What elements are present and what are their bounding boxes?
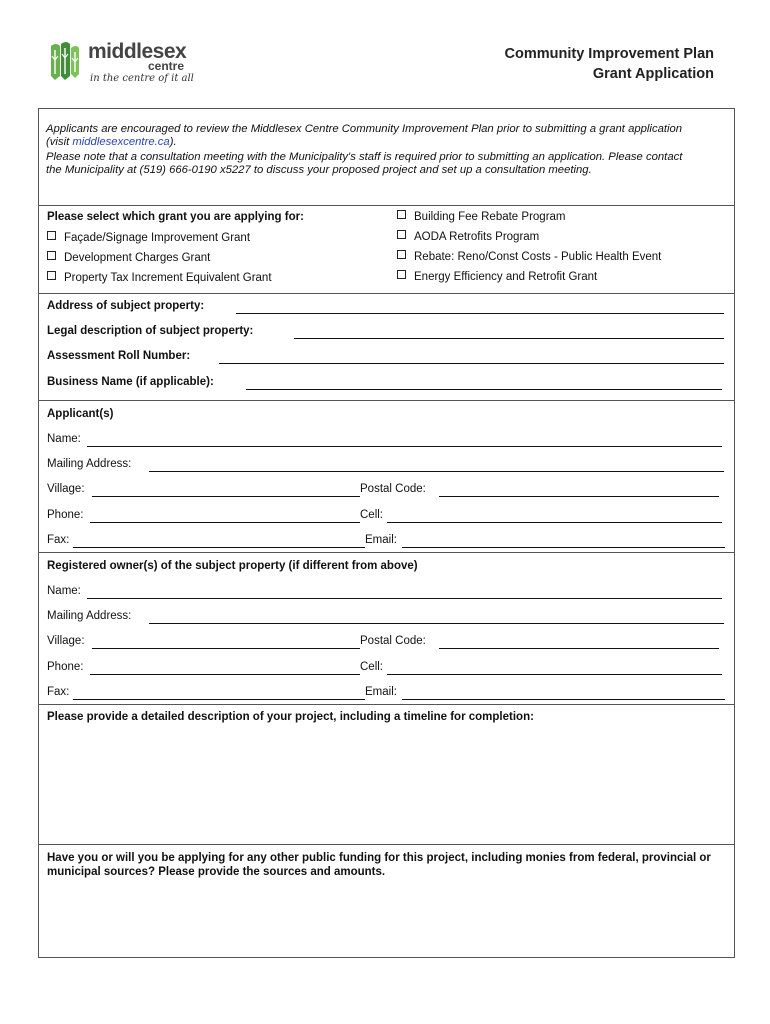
other-funding-prompt: Have you or will you be applying for any other public funding for this project, including monies from federal, provincial or municipal sources? Please provide the sources and amounts. bbox=[47, 852, 711, 878]
business-name-field[interactable] bbox=[246, 389, 722, 390]
applicant-email-label: Email: bbox=[365, 534, 397, 546]
owner-fax-field[interactable] bbox=[73, 699, 365, 700]
owner-phone-label: Phone: bbox=[47, 661, 84, 673]
applicant-section bbox=[39, 401, 734, 553]
applicant-fax-field[interactable] bbox=[73, 547, 365, 548]
applicant-email-field[interactable] bbox=[402, 547, 725, 548]
application-form bbox=[38, 108, 735, 958]
grant-option-rebate-reno[interactable]: Rebate: Reno/Const Costs - Public Health Event bbox=[397, 250, 661, 263]
logo-tagline: in the centre of it all bbox=[90, 73, 194, 84]
checkbox-icon[interactable] bbox=[397, 230, 406, 239]
address-label: Address of subject property: bbox=[47, 300, 205, 312]
grant-option-aoda[interactable]: AODA Retrofits Program bbox=[397, 230, 539, 243]
owner-section bbox=[39, 553, 734, 705]
applicant-village-label: Village: bbox=[47, 483, 85, 495]
owner-village-label: Village: bbox=[47, 635, 85, 647]
roll-number-label: Assessment Roll Number: bbox=[47, 350, 191, 362]
owner-cell-label: Cell: bbox=[360, 661, 384, 673]
owner-cell-field[interactable] bbox=[387, 674, 722, 675]
intro-paragraph-2: Please note that a consultation meeting with the Municipality's staff is required prior to submitting an application. Please contact the Municipality at (519) 666-0190 x5227 to discuss your proposed project and set up a consultation meeting. bbox=[46, 151, 683, 176]
owner-mailing-field[interactable] bbox=[149, 623, 724, 624]
applicant-village-field[interactable] bbox=[92, 496, 360, 497]
logo-wordmark: middlesex bbox=[88, 40, 187, 63]
owner-name-label: Name: bbox=[47, 585, 81, 597]
checkbox-icon[interactable] bbox=[397, 270, 406, 279]
website-link[interactable]: middlesexcentre.ca bbox=[72, 136, 170, 148]
owner-village-field[interactable] bbox=[92, 648, 360, 649]
owner-fax-label: Fax: bbox=[47, 686, 70, 698]
owner-email-label: Email: bbox=[365, 686, 397, 698]
intro-section bbox=[39, 109, 734, 206]
address-field[interactable] bbox=[236, 313, 724, 314]
project-description-prompt: Please provide a detailed description of your project, including a timeline for completion: bbox=[47, 711, 534, 723]
wheat-logo-icon bbox=[46, 40, 82, 82]
checkbox-icon[interactable] bbox=[47, 231, 56, 240]
applicant-heading: Applicant(s) bbox=[47, 408, 114, 420]
applicant-postal-field[interactable] bbox=[439, 496, 719, 497]
owner-phone-field[interactable] bbox=[90, 674, 360, 675]
grant-heading: Please select which grant you are applying for: bbox=[47, 211, 304, 223]
logo-wordmark-sub: centre bbox=[148, 59, 185, 73]
checkbox-icon[interactable] bbox=[397, 210, 406, 219]
applicant-name-label: Name: bbox=[47, 433, 81, 445]
title-line-1: Community Improvement Plan bbox=[504, 46, 714, 62]
form-title bbox=[505, 44, 714, 84]
owner-postal-field[interactable] bbox=[439, 648, 719, 649]
title-line-2: Grant Application bbox=[592, 66, 714, 82]
owner-name-field[interactable] bbox=[87, 598, 722, 599]
grant-option-energy[interactable]: Energy Efficiency and Retrofit Grant bbox=[397, 270, 597, 283]
intro-paragraph-1: Applicants are encouraged to review the Middlesex Centre Community Improvement Plan prior to submitting a grant application (visit middlesexcentre.ca). bbox=[46, 123, 683, 148]
grant-option-facade[interactable]: Façade/Signage Improvement Grant bbox=[47, 231, 250, 244]
applicant-mailing-label: Mailing Address: bbox=[47, 458, 132, 470]
project-description-section[interactable] bbox=[39, 705, 734, 845]
legal-description-label: Legal description of subject property: bbox=[47, 325, 254, 337]
middlesex-centre-logo bbox=[46, 40, 206, 86]
business-name-label: Business Name (if applicable): bbox=[47, 376, 214, 388]
owner-mailing-label: Mailing Address: bbox=[47, 610, 132, 622]
applicant-mailing-field[interactable] bbox=[149, 471, 724, 472]
checkbox-icon[interactable] bbox=[47, 251, 56, 260]
owner-postal-label: Postal Code: bbox=[360, 635, 426, 647]
applicant-phone-label: Phone: bbox=[47, 509, 84, 521]
property-section bbox=[39, 294, 734, 401]
grant-option-tax-increment[interactable]: Property Tax Increment Equivalent Grant bbox=[47, 271, 272, 284]
applicant-cell-field[interactable] bbox=[387, 522, 722, 523]
applicant-cell-label: Cell: bbox=[360, 509, 384, 521]
applicant-phone-field[interactable] bbox=[90, 522, 360, 523]
applicant-postal-label: Postal Code: bbox=[360, 483, 426, 495]
grant-option-dev-charges[interactable]: Development Charges Grant bbox=[47, 251, 210, 264]
roll-number-field[interactable] bbox=[219, 363, 724, 364]
other-funding-section[interactable] bbox=[39, 845, 734, 957]
applicant-fax-label: Fax: bbox=[47, 534, 70, 546]
checkbox-icon[interactable] bbox=[47, 271, 56, 280]
owner-email-field[interactable] bbox=[402, 699, 725, 700]
grant-option-building-fee[interactable]: Building Fee Rebate Program bbox=[397, 210, 566, 223]
legal-description-field[interactable] bbox=[294, 338, 724, 339]
checkbox-icon[interactable] bbox=[397, 250, 406, 259]
applicant-name-field[interactable] bbox=[87, 446, 722, 447]
grant-selection-section bbox=[39, 206, 734, 294]
owner-heading: Registered owner(s) of the subject property (if different from above) bbox=[47, 560, 418, 572]
